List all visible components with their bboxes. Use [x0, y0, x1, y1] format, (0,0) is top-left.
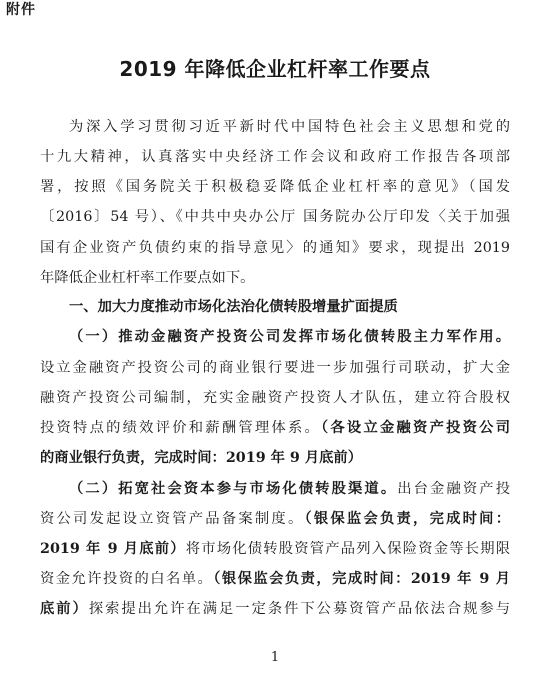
body-line [40, 569, 510, 589]
body-text: 资公司发起设立资管产品备案制度。 [40, 511, 305, 527]
subsection-heading: （二）拓宽社会资本参与市场化债转股渠道。 [69, 481, 398, 497]
body-text: 出台金融资产投 [397, 481, 510, 497]
page-number: 1 [270, 650, 280, 665]
body-line: 融资产投资公司编制，充实金融资产投资人才队伍，建立符合股权 [40, 390, 510, 406]
body-text: 投资特点的绩效评价和薪酬管理体系。 [40, 420, 322, 436]
intro-line: 署，按照《国务院关于积极稳妥降低企业杠杆率的意见》（国发 [40, 179, 510, 195]
subsection-heading: （一）推动金融资产投资公司发挥市场化债转股主力军作用。 [69, 329, 510, 345]
responsibility-note: 的商业银行负责，完成时间：2019 年 9 月底前） [40, 450, 363, 466]
intro-line: 年降低企业杠杆率工作要点如下。 [40, 270, 255, 286]
intro-line: 十九大精神，认真落实中央经济工作会议和政府工作报告各项部 [40, 149, 510, 165]
responsibility-note: （各设立金融资产投资公司 [321, 420, 510, 436]
body-line [40, 599, 510, 619]
responsibility-note: （银保监会负责，完成时间： [304, 511, 510, 527]
document-title: 2019 年降低企业杠杆率工作要点 [119, 57, 431, 81]
body-line [40, 509, 510, 529]
body-text: 资金允许投资的白名单。 [40, 571, 214, 587]
intro-line: 为深入学习贯彻习近平新时代中国特色社会主义思想和党的 [69, 119, 510, 135]
body-line [40, 418, 510, 438]
section-heading: 一、加大力度推动市场化法治化债转股增量扩面提质 [69, 299, 398, 315]
responsibility-note: 底前） [40, 601, 89, 617]
responsibility-note: 2019 年 9 月底前） [40, 541, 186, 557]
intro-line: 〔2016〕54 号）、《中共中央办公厅 国务院办公厅印发〈关于加强 [40, 209, 510, 225]
body-line [40, 539, 510, 559]
body-text: 探索提出允许在满足一定条件下公募资管产品依法合规参与 [88, 601, 510, 617]
responsibility-note: （银保监会负责，完成时间：2019 年 9 月 [213, 571, 510, 587]
body-line: 设立金融资产投资公司的商业银行要进一步加强行司联动，扩大金 [40, 360, 510, 376]
body-text: 将市场化债转股资管产品列入保险资金等长期限 [185, 541, 510, 557]
attachment-label: 附件 [6, 2, 36, 18]
intro-line: 国有企业资产负债约束的指导意见〉的通知》要求，现提出 2019 [40, 240, 510, 256]
body-line [69, 479, 510, 499]
